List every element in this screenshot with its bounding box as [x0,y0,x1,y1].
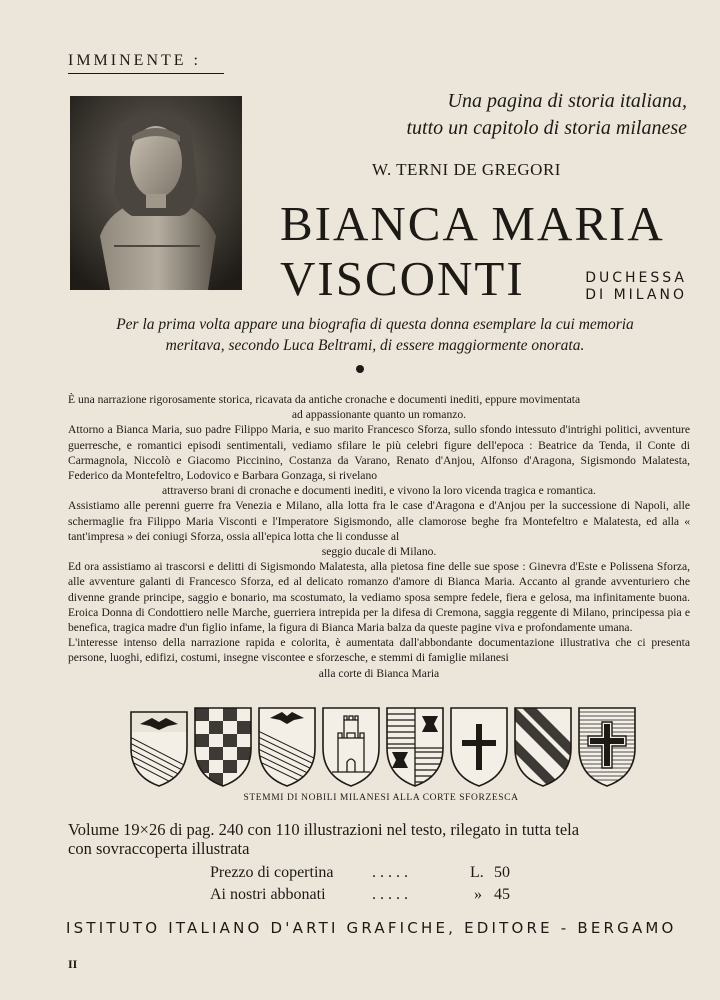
imminente-label: IMMINENTE : [68,52,201,69]
imminente-underline [68,73,224,74]
tagline-line-2: tutto un capitolo di storia milanese [406,117,687,139]
tower-crest-icon [320,702,382,788]
volume-line-1: Volume 19×26 di pag. 240 con 110 illustrazioni nel testo, rilegato in tutta tela [68,820,580,839]
body-paragraph-1-end: ad appassionante quanto un romanzo. [291,408,467,422]
body-paragraph-3: Assistiamo alle perenni guerre fra Venezia e Milano, alla lotta fra le case d'Aragona e d'Anjou per la successione di Napoli, alle schermaglie fra Filippo Maria Visconti e l'Imperatore Sigismondo, alle clamorose beghe fra Montefeltro e Malatesta, ed alla « tant'impresa » dei coniugi Sforza, ossia all'epica lotta che li condusse al [68,499,690,543]
portrait-photo [70,96,242,290]
price-row-subscribers [210,886,326,904]
crests-caption: STEMMI DI NOBILI MILANESI ALLA CORTE SFORZESCA [243,793,519,803]
eagle-bend-crest-icon [128,702,190,788]
tagline-line-1: Una pagina di storia italiana, [447,90,687,112]
body-paragraph-1: È una narrazione rigorosamente storica, ricavata da antiche cronache e documenti inediti, eppure movimentata [68,393,581,406]
price-currency: L. [470,864,484,881]
price-value: 50 [494,864,510,881]
subtitle-line-2: DI MILANO [585,287,687,303]
price-dots: . . . . . [372,886,408,903]
book-subtitle [585,270,687,304]
publisher-line: ISTITUTO ITALIANO D'ARTI GRAFICHE, EDITORE - BERGAMO [66,919,677,937]
description-body [68,392,690,681]
book-title-line-2: VISCONTI [280,251,525,306]
tagline [406,88,687,142]
cross-crest-icon [448,702,510,788]
intro-line-2: meritava, secondo Luca Beltrami, di essere maggiormente onorata. [165,337,585,354]
book-title-line-1: BIANCA MARIA [280,196,665,251]
page-number: II [68,957,78,971]
bendy-crest-icon [512,702,574,788]
price-currency: » [474,886,482,903]
price-dots: . . . . . [372,864,408,881]
bust-image [70,96,242,290]
author-name: W. TERNI DE GREGORI [372,160,561,179]
body-paragraph-4: Ed ora assistiamo ai trascorsi e delitti di Sigismondo Malatesta, alla pietosa fine delle sue spose : Ginevra d'Este e Polissena Sforza, alle avventure galanti di Francesco Sforza, ed al delicato romanzo d'amore di Bianca Maria. Accanto al grande avventuriero che divenne grande principe, saggio e bonario, ma scostumato, la vediamo sposa sempre fedele, fiera e gelosa, ma infinitamente buona. Eroica Donna di Condottiero nelle Marche, guerriera intrepida per la difesa di Cremona, saggia reggente di Milano, principessa pia e benefica, tragica madre d'un figlio infame, la figura di Bianca Maria balza da queste pagine viva e profondamente umana. [68,560,690,635]
crests-row [126,702,636,792]
intro-line-1: Per la prima volta appare una biografia di questa donna esemplare la cui memoria [116,316,634,333]
price-label: Prezzo di copertina [210,864,334,881]
eagle-diagonal-crest-icon [256,702,318,788]
intro-statement [55,314,695,356]
price-row-cover [210,864,334,882]
subtitle-line-1: DUCHESSA [585,270,687,286]
cross-fleury-crest-icon [576,702,638,788]
bullet-dot [356,365,364,373]
checkered-crest-icon [192,702,254,788]
body-paragraph-2: Attorno a Bianca Maria, suo padre Filippo Maria, e suo marito Francesco Sforza, sullo sfondo intessuto d'intrighi politici, avventure guerresche, e romantici episodi sentimentali, vediamo sfilare le più celebri figure dell'epoca : Beatrice da Tenda, il Conte di Carmagnola, Niccolò e Giacomo Piccinino, Costanza da Varano, Renato d'Anjou, Alfonso d'Aragona, Sigismondo Malatesta, Federico da Montefeltro, Lodovico e Barbara Gonzaga, si rivelano [68,423,690,483]
price-label: Ai nostri abbonati [210,886,326,903]
body-paragraph-3-end: seggio ducale di Milano. [321,545,437,559]
volume-info [68,820,708,858]
volume-line-2: con sovraccoperta illustrata [68,839,250,858]
quartered-crest-icon [384,702,446,788]
body-paragraph-5-end: alla corte di Bianca Maria [318,666,440,680]
price-value: 45 [494,886,510,903]
body-paragraph-2-end: attraverso brani di cronache e documenti inediti, e vivono la loro vicenda tragica e romantica. [162,484,596,498]
body-paragraph-5: L'interesse intenso della narrazione rapida e colorita, è aumentata dall'abbondante documentazione illustrativa che ci presenta persone, luoghi, edifizi, costumi, insegne viscontee e sforzesche, e stemmi di famiglie milanesi [68,636,690,665]
